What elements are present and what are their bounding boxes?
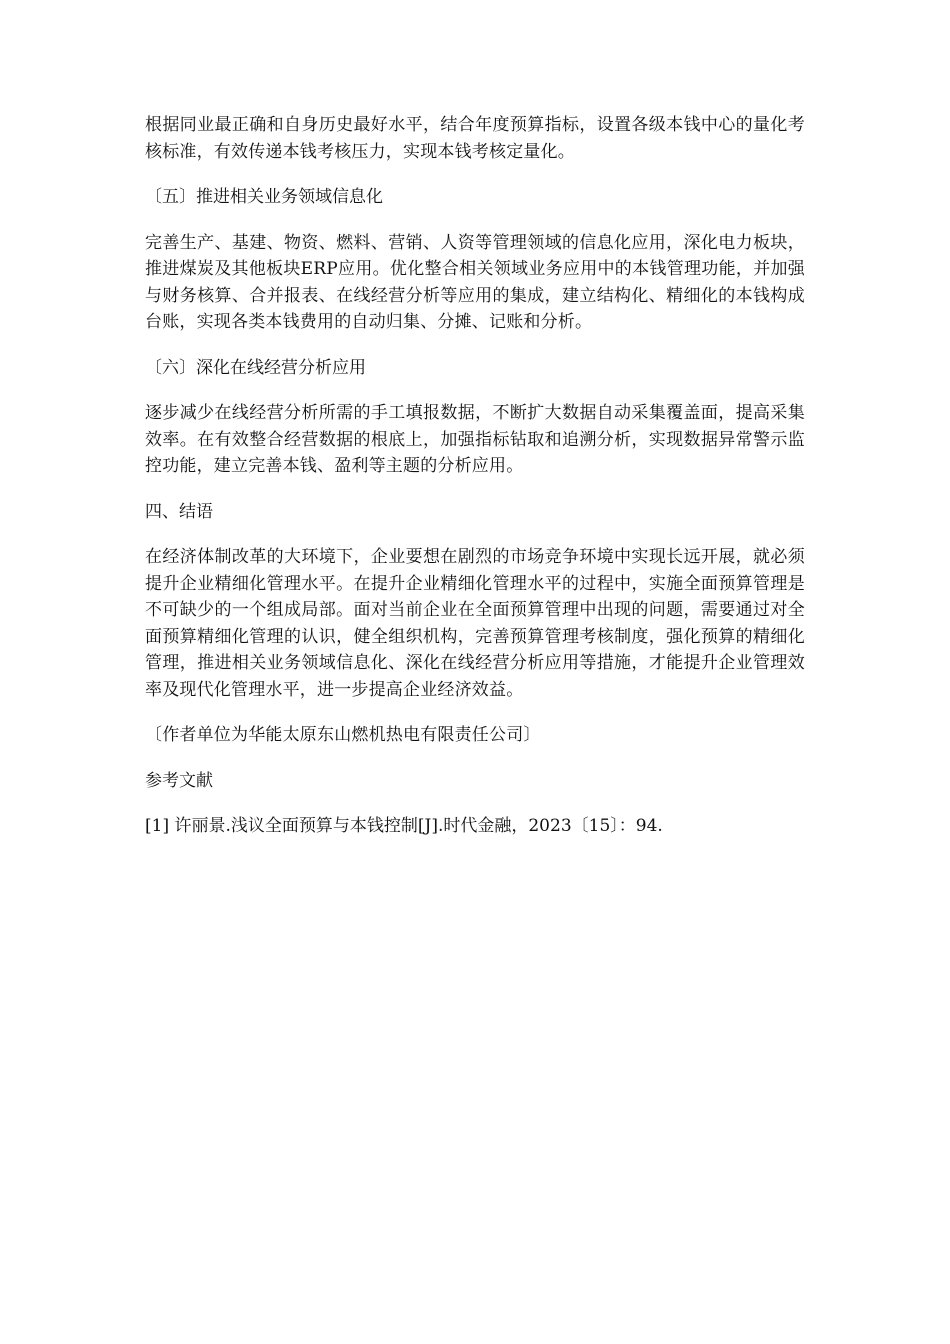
reference-item: [1] 许丽景.浅议全面预算与本钱控制[J].时代金融，2023〔15〕：94. [145,816,663,836]
document-body [145,112,805,840]
section-5-paragraph: 完善生产、基建、物资、燃料、营销、人资等管理领域的信息化应用，深化电力板块，推进煤炭及其他板块ERP应用。优化整合相关领域业务应用中的本钱管理功能，并加强与财务核算、合并报表、在线经营分析等应用的集成，建立结构化、精细化的本钱构成台账，实现各类本钱费用的自动归集、分摊、记账和分析。 [145,232,805,332]
section-6-heading: 〔六〕深化在线经营分析应用 [145,357,366,378]
conclusion-paragraph: 在经济体制改革的大环境下，企业要想在剧烈的市场竞争环境中实现长远开展，就必须提升企业精细化管理水平。在提升企业精细化管理水平的过程中，实施全面预算管理是不可缺少的一个组成局部。面对当前企业在全面预算管理中出现的问题，需要通过对全面预算精细化管理的认识，健全组织机构，完善预算管理考核制度，强化预算的精细化管理，推进相关业务领域信息化、深化在线经营分析应用等措施，才能提升企业管理效率及现代化管理水平，进一步提高企业经济效益。 [145,547,805,700]
references-heading: 参考文献 [145,770,213,791]
author-unit: 〔作者单位为华能太原东山燃机热电有限责任公司〕 [145,725,541,745]
section-6-paragraph: 逐步减少在线经营分析所需的手工填报数据，不断扩大数据自动采集覆盖面，提高采集效率。在有效整合经营数据的根底上，加强指标钻取和追溯分析，实现数据异常警示监控功能，建立完善本钱、盈利等主题的分析应用。 [145,403,805,476]
conclusion-heading: 四、结语 [145,501,213,522]
section-5-heading: 〔五〕推进相关业务领域信息化 [145,187,383,207]
intro-paragraph: 根据同业最正确和自身历史最好水平，结合年度预算指标，设置各级本钱中心的量化考核标准，有效传递本钱考核压力，实现本钱考核定量化。 [145,115,805,162]
